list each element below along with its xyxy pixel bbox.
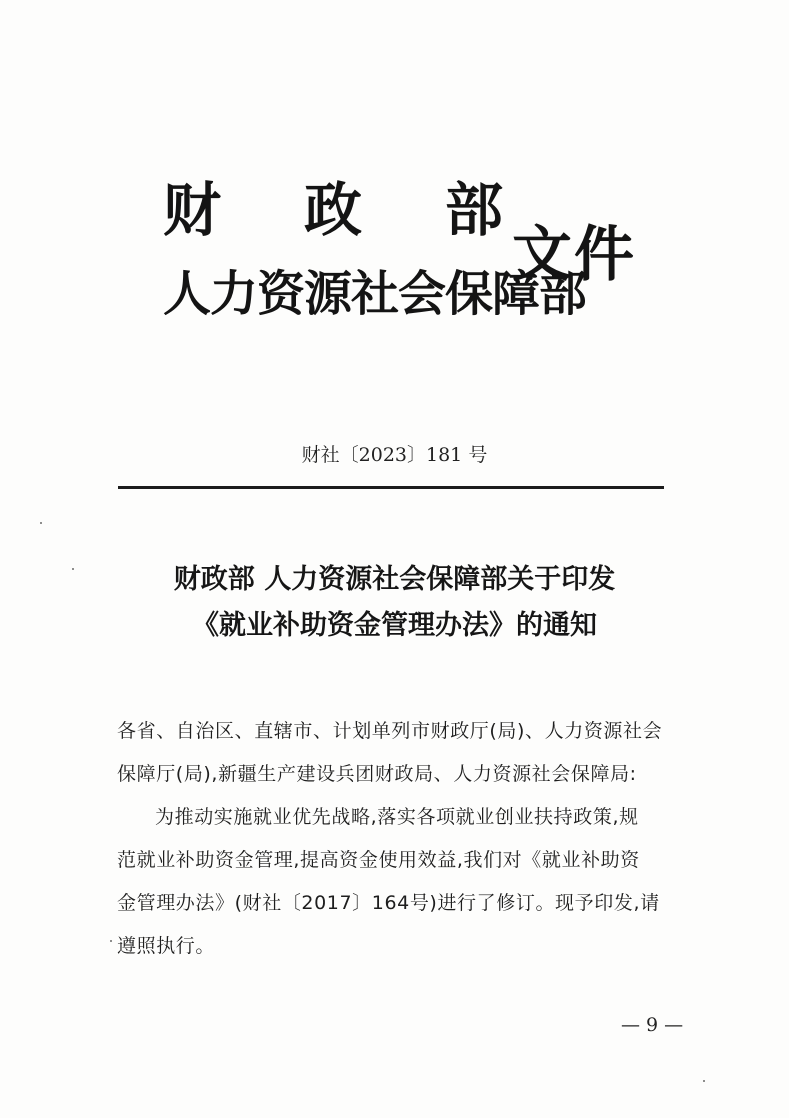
issuer-char: 部 [444,176,503,244]
body-line-paragraph-2: 范就业补助资金管理,提高资金使用效益,我们对《就业补助资 [117,849,640,871]
scan-speck [40,522,42,524]
page-number: — 9 — [621,1014,684,1036]
header-divider [118,486,664,489]
body-line-paragraph-3: 金管理办法》(财社〔2017〕164号)进行了修订。现予印发,请 [117,892,660,914]
body-line-addressees-1: 各省、自治区、直辖市、计划单列市财政厅(局)、人力资源社会 [117,720,663,742]
document-title-line-2: 《就业补助资金管理办法》的通知 [192,610,597,641]
issuer-char: 政 [303,176,362,244]
body-line-paragraph-1: 为推动实施就业优先战略,落实各项就业创业扶持政策,规 [155,806,639,828]
scan-speck [72,568,74,570]
issuer-ministry-of-finance [163,178,503,242]
scan-speck [703,1080,705,1082]
document-number: 财社〔2023〕181 号 [301,444,488,466]
issuer-ministry-of-human-resources: 人力资源社会保障部 [163,266,587,322]
document-title-line-1: 财政部 人力资源社会保障部关于印发 [173,564,616,595]
issuer-char: 财 [163,176,222,244]
body-line-paragraph-4: 遵照执行。 [117,935,216,957]
scan-speck [110,940,112,942]
body-line-addressees-2: 保障厅(局),新疆生产建设兵团财政局、人力资源社会保障局: [117,763,637,785]
document-kind-label: 文件 [512,220,636,290]
